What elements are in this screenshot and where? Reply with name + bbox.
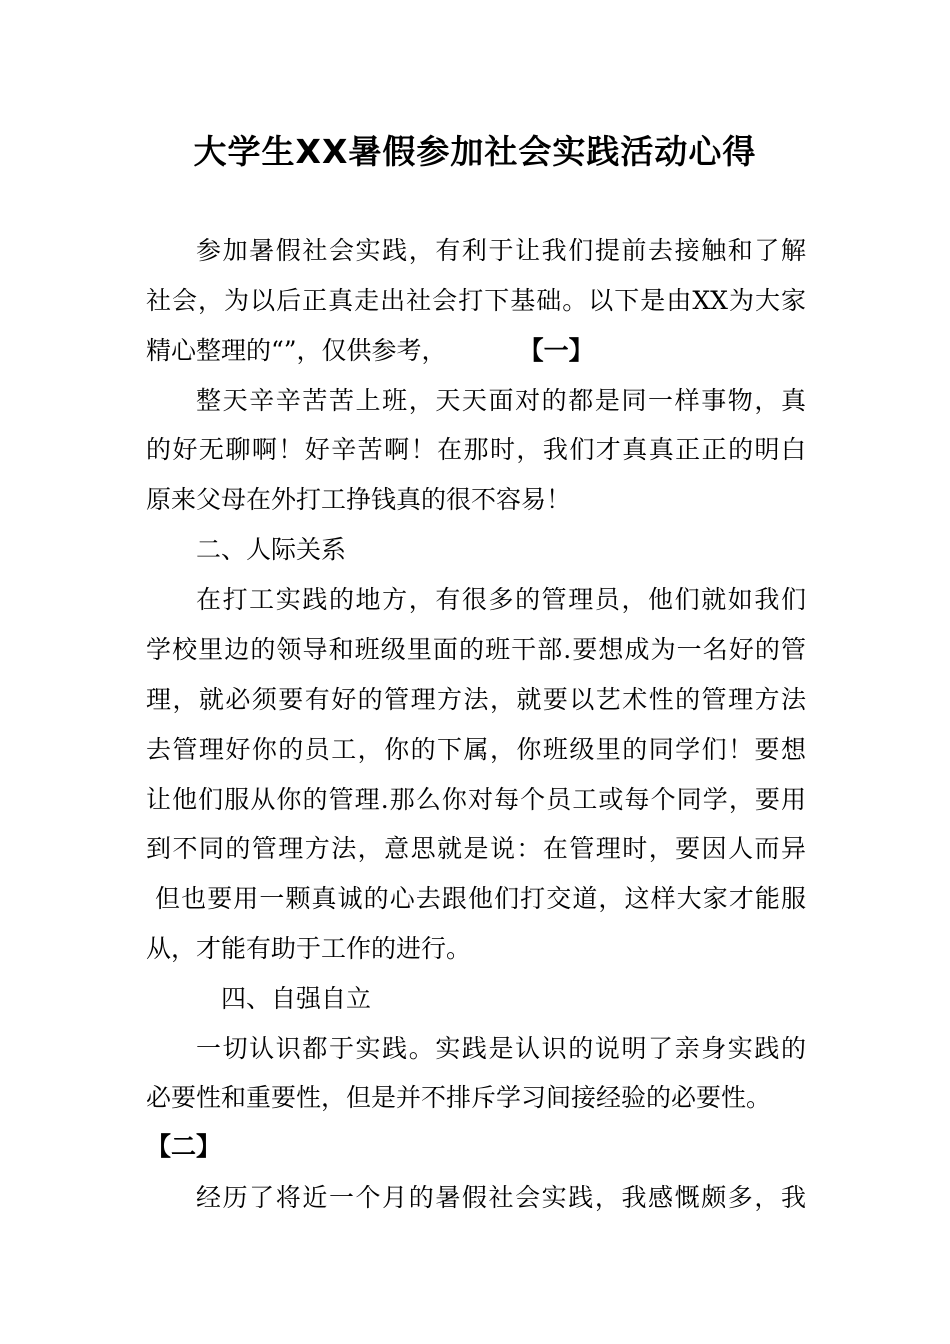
paragraph-3-line-8: 从，才能有助于工作的进行。 xyxy=(146,934,472,963)
document-title: 大学生XX暑假参加社会实践活动心得 xyxy=(193,132,757,171)
paragraph-1-line-2: 社会，为以后正真走出社会打下基础。以下是由XX为大家 xyxy=(146,286,806,315)
paragraph-3-line-1: 在打工实践的地方，有很多的管理员，他们就如我们 xyxy=(196,585,806,614)
paragraph-1-line-3-text: 精心整理的“”，仅供参考， xyxy=(146,336,447,365)
section-marker-1: 【一】 xyxy=(518,336,594,365)
heading-self-reliance: 四、自强自立 xyxy=(221,984,372,1013)
paragraph-4-line-1: 一切认识都于实践。实践是认识的说明了亲身实践的 xyxy=(196,1034,806,1063)
paragraph-2-line-3: 原来父母在外打工挣钱真的很不容易！ xyxy=(146,485,572,514)
paragraph-3-line-6: 到不同的管理方法，意思就是说：在管理时，要因人而异 xyxy=(146,834,806,863)
paragraph-2-line-2: 的好无聊啊！好辛苦啊！在那时，我们才真真正正的明白 xyxy=(146,435,806,464)
paragraph-4-line-2: 必要性和重要性，但是并不排斥学习间接经验的必要性。 xyxy=(146,1083,772,1112)
paragraph-3-line-2: 学校里边的领导和班级里面的班干部.要想成为一名好的管 xyxy=(146,635,806,664)
paragraph-3-line-3: 理，就必须要有好的管理方法，就要以艺术性的管理方法 xyxy=(146,685,806,714)
paragraph-1-line-1: 参加暑假社会实践，有利于让我们提前去接触和了解 xyxy=(196,236,806,265)
section-marker-2: 【二】 xyxy=(146,1132,222,1161)
paragraph-2-line-1: 整天辛辛苦苦上班，天天面对的都是同一样事物，真 xyxy=(196,386,806,415)
heading-interpersonal: 二、人际关系 xyxy=(196,535,347,564)
paragraph-5-line-1: 经历了将近一个月的暑假社会实践，我感慨颇多，我 xyxy=(196,1183,806,1212)
paragraph-3-line-7: 但也要用一颗真诚的心去跟他们打交道，这样大家才能服 xyxy=(146,884,806,913)
paragraph-3-line-4: 去管理好你的员工，你的下属，你班级里的同学们！要想 xyxy=(146,735,806,764)
paragraph-1-line-3 xyxy=(146,331,806,371)
paragraph-3-line-5: 让他们服从你的管理.那么你对每个员工或每个同学，要用 xyxy=(146,785,806,814)
